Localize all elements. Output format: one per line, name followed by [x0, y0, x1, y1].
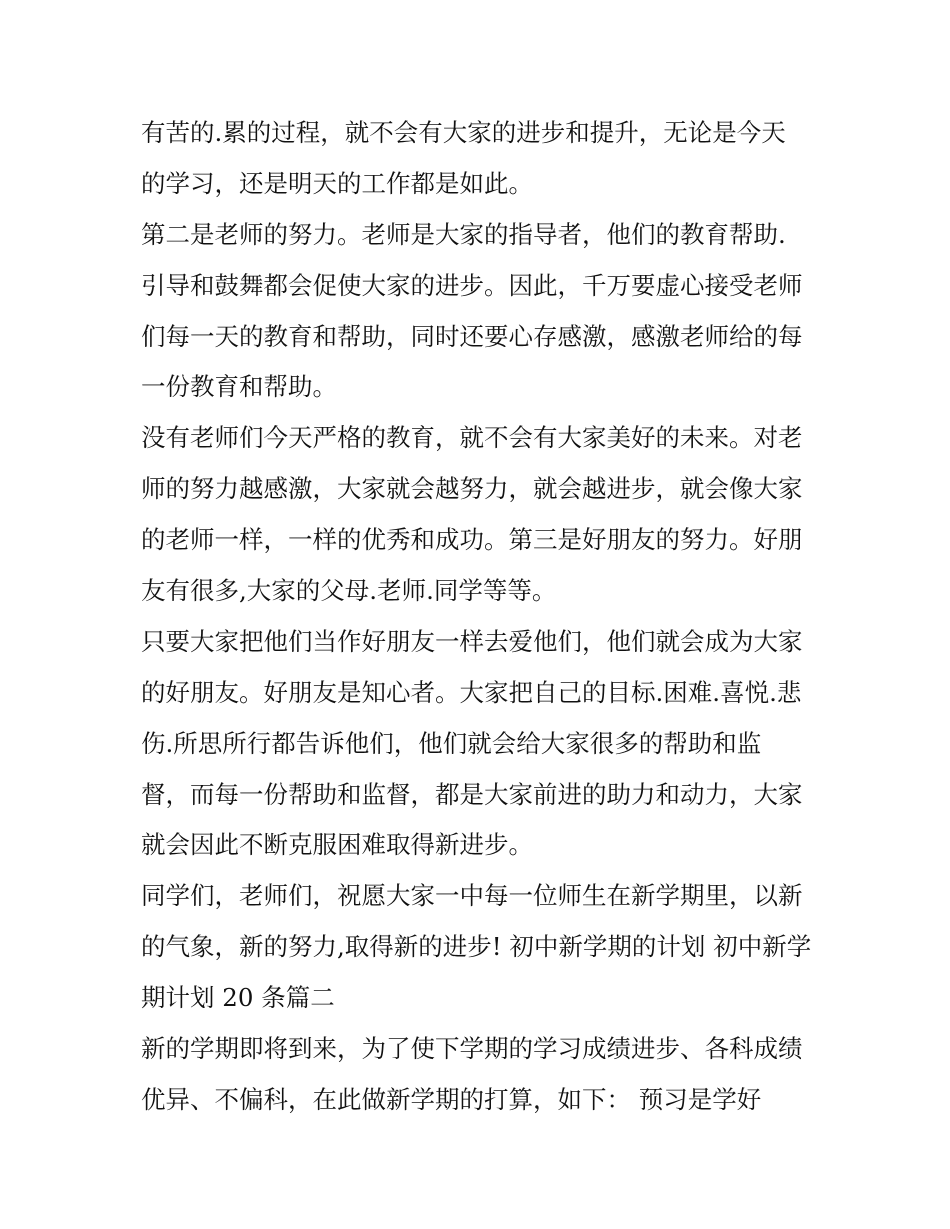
text-line: 督，而每一份帮助和监督，都是大家前进的助力和动力，大家 [141, 779, 803, 809]
text-line: 期计划 20 条篇二 [141, 983, 335, 1013]
text-line: 的学习，还是明天的工作都是如此。 [141, 168, 533, 198]
text-line: 的气象，新的努力,取得新的进步! 初中新学期的计划 初中新学 [141, 932, 812, 962]
text-line: 同学们，老师们，祝愿大家一中每一位师生在新学期里，以新 [141, 881, 803, 911]
text-line: 的好朋友。好朋友是知心者。大家把自己的目标.困难.喜悦.悲 [141, 677, 802, 707]
body-text [141, 108, 821, 1126]
text-line: 友有很多,大家的父母.老师.同学等等。 [141, 576, 557, 606]
text-line: 们每一天的教育和帮助，同时还要心存感激，感激老师给的每 [141, 321, 803, 351]
text-line: 就会因此不断克服困难取得新进步。 [141, 830, 533, 860]
text-line: 伤.所思所行都告诉他们，他们就会给大家很多的帮助和监 [141, 728, 762, 758]
text-line: 只要大家把他们当作好朋友一样去爱他们，他们就会成为大家 [141, 626, 803, 656]
text-line: 一份教育和帮助。 [141, 372, 337, 402]
text-line: 优异、不偏科，在此做新学期的打算，如下： 预习是学好 [141, 1084, 762, 1114]
text-line: 引导和鼓舞都会促使大家的进步。因此，千万要虚心接受老师 [141, 270, 803, 300]
text-line: 新的学期即将到来，为了使下学期的学习成绩进步、各科成绩 [141, 1034, 803, 1064]
text-line: 的老师一样，一样的优秀和成功。第三是好朋友的努力。好朋 [141, 525, 803, 555]
text-line: 师的努力越感激，大家就会越努力，就会越进步，就会像大家 [141, 474, 803, 504]
text-line: 第二是老师的努力。老师是大家的指导者，他们的教育帮助. [141, 219, 786, 249]
text-line: 有苦的.累的过程，就不会有大家的进步和提升，无论是今天 [141, 118, 786, 147]
text-line: 没有老师们今天严格的教育，就不会有大家美好的未来。对老 [141, 423, 803, 453]
